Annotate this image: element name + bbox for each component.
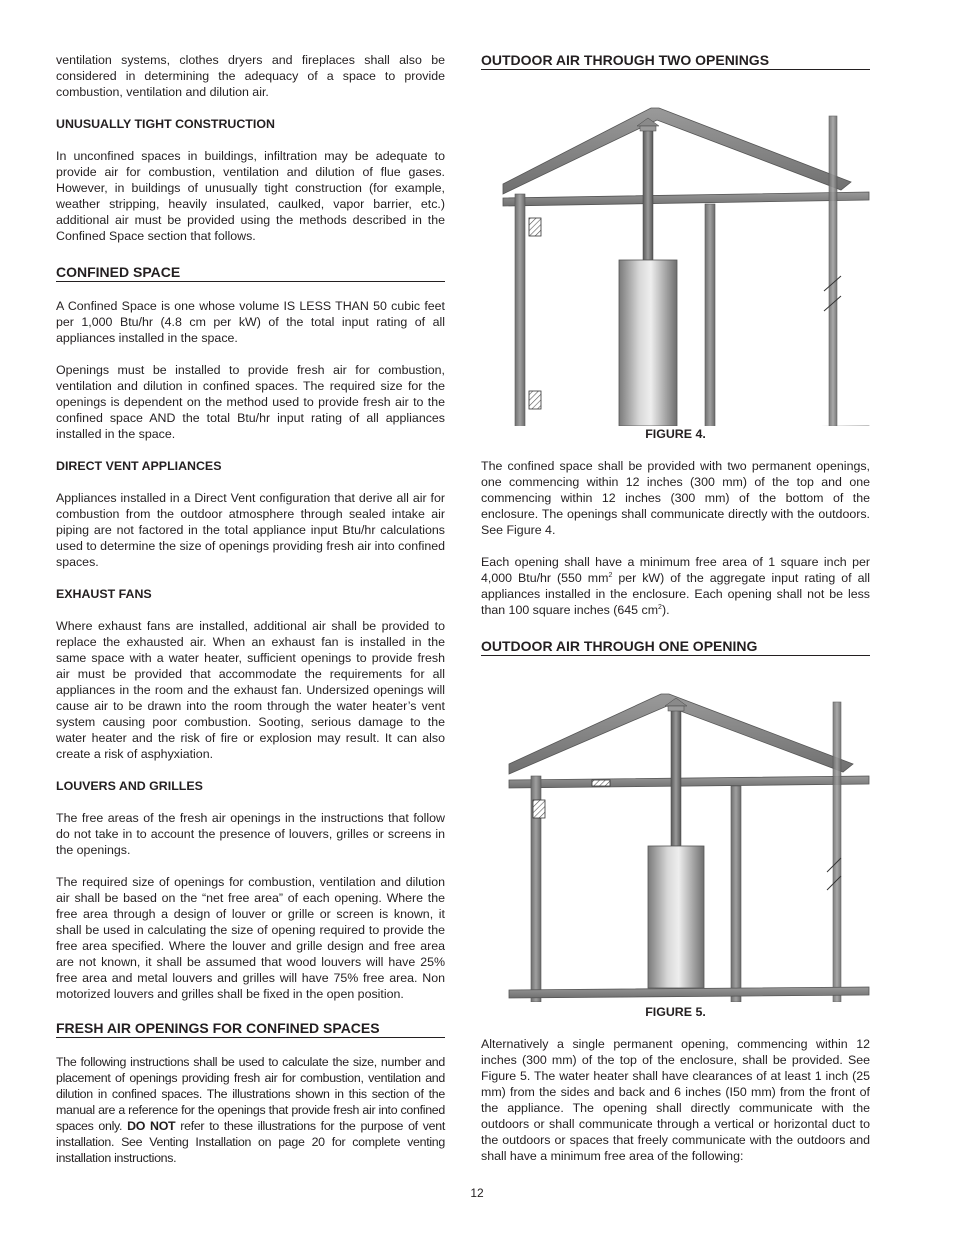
superscript-2b: 2 <box>658 603 662 611</box>
intro-paragraph: ventilation systems, clothes dryers and fireplaces shall also be considered in determining the adequacy of a space to provide combustion, ventilation and dilution air. <box>56 53 445 99</box>
two-openings-text-2c: ). <box>661 603 670 617</box>
water-heater-tank-2 <box>648 846 704 988</box>
figure-5-illustration <box>481 672 870 1002</box>
right-column <box>481 52 870 1180</box>
fresh-air-do-not: DO NOT <box>127 1119 176 1133</box>
louvers-text-1: The free areas of the fresh air openings in the instructions that follow do not take in to account the presence of louvers, grilles or screens in the openings. <box>56 811 445 857</box>
one-opening-text: Alternatively a single permanent opening, commencing within 12 inches (300 mm) of the top of the enclosure, shall be provided. See Figure 5. The water heater shall have clearances of at least 1 inch (25 mm) from the sides and back and 6 inches (I50 mm) from the front of the appliance. The opening shall directly communicate with the outdoors or shall communicate through a vertical or horizontal duct to the outdoors or spaces that freely communicate with the outdoors and shall have a minimum free area of the following: <box>481 1037 870 1163</box>
confined-space-heading: CONFINED SPACE <box>56 264 445 282</box>
exhaust-fans-heading: EXHAUST FANS <box>56 587 152 601</box>
fresh-air-text-a: The following instructions shall be used to calculate the size, number and placement of openings providing fresh air for combustion, ventilation and dilution in confined spaces. The illustrations shown in this section of the manual are a reference for the openings that provide fresh air into confined spaces only. <box>56 1055 445 1133</box>
confined-space-text-1: A Confined Space is one whose volume IS LESS THAN 50 cubic feet per 1,000 Btu/hr (4.8 cm per kW) of the total input rating of all appliances installed in the space. <box>56 299 445 345</box>
fresh-air-heading: FRESH AIR OPENINGS FOR CONFINED SPACES <box>56 1020 445 1038</box>
direct-vent-heading: DIRECT VENT APPLIANCES <box>56 459 222 473</box>
water-heater-tank <box>619 260 677 426</box>
louvers-text-2: The required size of openings for combustion, ventilation and dilution air shall be based on the “net free area” of each opening. Where the free area through a design of louver or grille or screen is known, it shall be used in calculating the size of opening required to provide the free area specified. Where the louver and grille design and free area are not known, it shall be assumed that wood louvers will have 25% free area and metal louvers and grilles will have 75% free area. Non motorized louvers and grilles shall be fixed in the open position. <box>56 875 445 1001</box>
bottom-opening <box>529 391 541 409</box>
fresh-air-text-b: refer to these illustrations for the purpose of vent installation. See Venting Installation on page 20 for complete venting installation instructions. <box>56 1119 445 1165</box>
exhaust-fans-text: Where exhaust fans are installed, additional air shall be provided to replace the exhausted air. When an exhaust fan is installed in the same space with a water heater, sufficient openings to provide fresh air must be provided that accommodate the requirements for all appliances in the room and the exhaust fan. Undersized openings will cause air to be drawn into the room through the water heater’s vent system causing poor combustion. Sooting, serious damage to the water heater and the risk of fire or explosion may result. It can also create a risk of asphyxiation. <box>56 619 445 761</box>
direct-vent-text: Appliances installed in a Direct Vent configuration that derive all air for combustion from the outdoor atmosphere through sealed intake air piping are not factored in the total appliance input Btu/hr calculations used to determine the size of openings providing fresh air into confined spaces. <box>56 491 445 569</box>
ceiling-opening <box>592 780 610 786</box>
two-openings-text-2 <box>481 554 870 618</box>
top-opening <box>529 218 541 236</box>
louvers-heading: LOUVERS AND GRILLES <box>56 779 203 793</box>
figure-4-caption: FIGURE 4. <box>645 427 706 441</box>
one-opening-heading: OUTDOOR AIR THROUGH ONE OPENING <box>481 638 870 656</box>
wall-opening <box>533 800 545 818</box>
two-openings-heading: OUTDOOR AIR THROUGH TWO OPENINGS <box>481 52 870 70</box>
fresh-air-text <box>56 1054 445 1166</box>
confined-space-text-2: Openings must be installed to provide fresh air for combustion, ventilation and dilution in confined spaces. The required size for the openings is dependent on the method used to provide fresh air to the confined space AND the total Btu/hr input rating of all appliances installed in the space. <box>56 363 445 441</box>
page-number: 12 <box>470 1186 484 1200</box>
figure-4-illustration <box>481 86 870 426</box>
two-openings-text-2b: per kW) of the aggregate input rating of all appliances installed in the enclosure. Each opening shall not be less than 100 square inches (645 cm <box>481 571 870 617</box>
figure-5-caption: FIGURE 5. <box>645 1005 706 1019</box>
two-openings-text-2a: Each opening shall have a minimum free area of 1 square inch per 4,000 Btu/hr (550 mm <box>481 555 870 585</box>
tight-construction-heading: UNUSUALLY TIGHT CONSTRUCTION <box>56 117 275 131</box>
two-openings-text-1: The confined space shall be provided with two permanent openings, one commencing within 12 inches (300 mm) of the top and one commencing within 12 inches (300 mm) of the bottom of the enclosure. The openings shall communicate directly with the outdoors. See Figure 4. <box>481 459 870 537</box>
tight-construction-text: In unconfined spaces in buildings, infiltration may be adequate to provide air for combustion, ventilation and dilution of flue gases. However, in buildings of unusually tight construction (for example, weather stripping, heavily insulated, caulked, vapor barrier, etc.) additional air must be provided using the methods described in the Confined Space section that follows. <box>56 149 445 243</box>
left-column <box>56 52 445 1182</box>
superscript-2a: 2 <box>608 571 613 579</box>
